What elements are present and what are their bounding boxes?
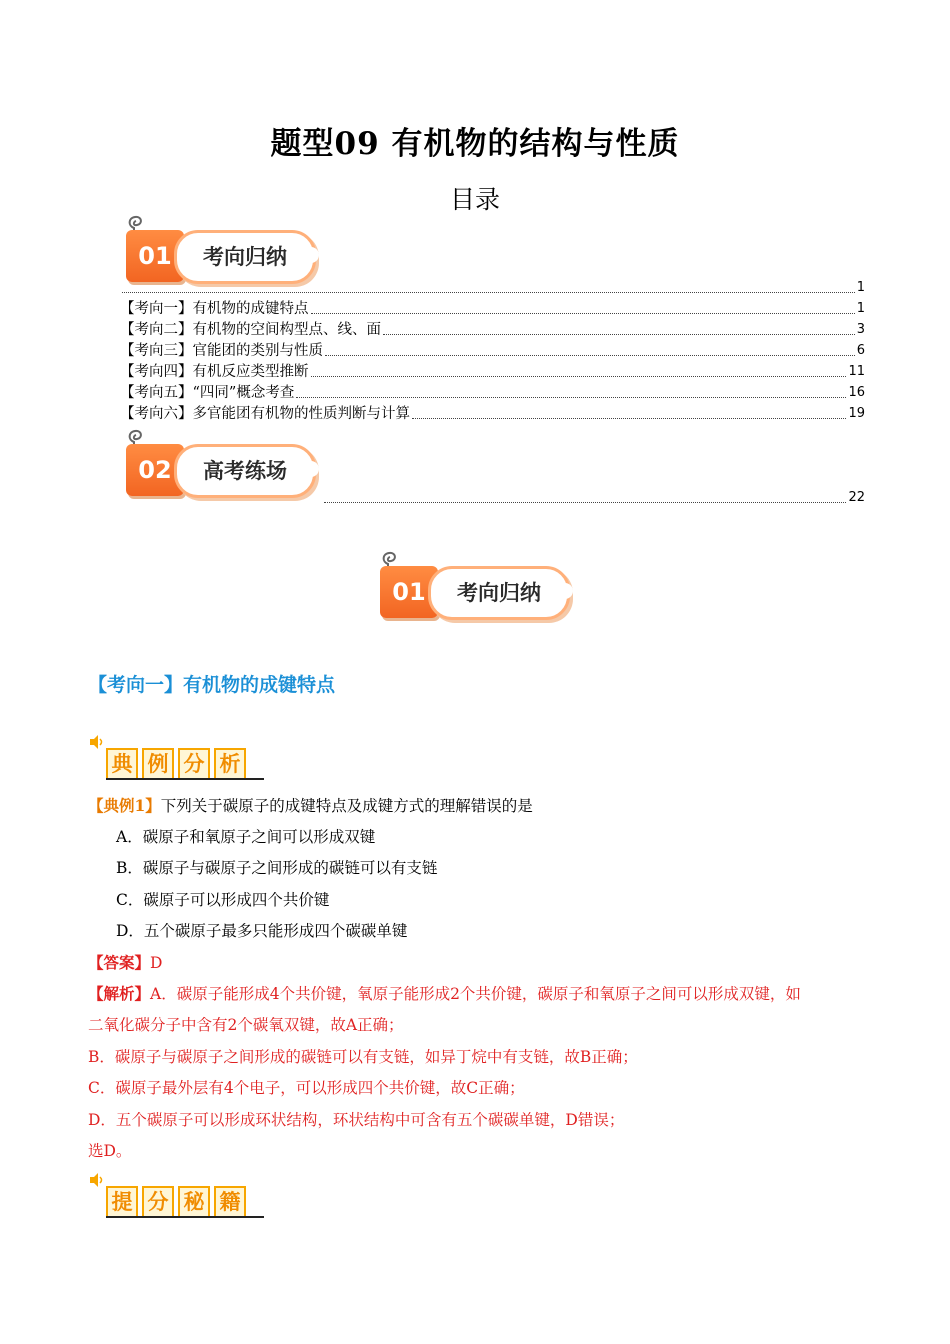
toc-leader [296, 396, 846, 398]
toc-page-number: 22 [848, 490, 865, 505]
toc-leader [325, 354, 855, 356]
badge-label: 高考练场 [174, 444, 316, 498]
badge-number: 01 [126, 230, 184, 282]
badge-label: 考向归纳 [428, 566, 570, 620]
toc-entry[interactable] [120, 320, 865, 340]
toc-entry[interactable] [120, 362, 865, 382]
document-title: 题型09 有机物的结构与性质 [270, 126, 680, 162]
answer-value: D [150, 954, 163, 972]
toc-page-number: 3 [856, 322, 865, 337]
toc-entry[interactable] [120, 341, 865, 361]
badge-kaoxiang-guina [124, 214, 319, 284]
answer-tag: 【答案】 [88, 953, 151, 972]
toc-leader [324, 501, 846, 503]
question-text: 下列关于碳原子的成键特点及成键方式的理解错误的是 [160, 797, 533, 815]
analysis-line [88, 983, 801, 1005]
toc-entry-text: 【考向四】有机反应类型推断 [120, 364, 309, 380]
option-b: B．碳原子与碳原子之间形成的碳链可以有支链 [116, 859, 438, 877]
toc-page-number: 6 [856, 343, 865, 358]
example-question [88, 795, 533, 817]
toc-page-number: 11 [848, 364, 865, 379]
speaker-icon [88, 734, 106, 750]
badge-number: 02 [126, 444, 184, 496]
toc-entry[interactable] [120, 278, 865, 298]
badge-number: 01 [380, 566, 438, 618]
toc-leader [383, 333, 855, 335]
toc-leader [311, 312, 855, 314]
section-heading: 【考向一】有机物的成键特点 [88, 674, 336, 696]
stamp-char: 分 [178, 748, 210, 780]
analysis-line: B．碳原子与碳原子之间形成的碳链可以有支链，如异丁烷中有支链，故B正确； [88, 1048, 638, 1066]
stamp-dianli-fenxi [88, 734, 268, 784]
stamp-tifen-miji [88, 1172, 268, 1222]
example-tag: 【典例1】 [88, 796, 161, 815]
stamp-char: 籍 [214, 1186, 246, 1218]
toc-entry-text: 【考向六】多官能团有机物的性质判断与计算 [120, 406, 410, 422]
analysis-line: C．碳原子最外层有4个电子，可以形成四个共价键，故C正确； [88, 1079, 525, 1097]
toc-leader [412, 417, 846, 419]
toc-page-number: 19 [848, 406, 865, 421]
stamp-char: 分 [142, 1186, 174, 1218]
toc-leader [311, 375, 847, 377]
toc-entry[interactable] [120, 383, 865, 403]
toc-page-number: 16 [848, 385, 865, 400]
analysis-line: D．五个碳原子可以形成环状结构，环状结构中可含有五个碳碳单键，D错误； [88, 1111, 625, 1129]
toc-entry[interactable] [120, 404, 865, 424]
stamp-char: 例 [142, 748, 174, 780]
analysis-line: 二氧化碳分子中含有2个碳氧双键，故A正确； [88, 1016, 404, 1034]
toc-heading: 目录 [449, 185, 500, 214]
toc-entry-text: 【考向三】官能团的类别与性质 [120, 343, 323, 359]
toc-page-number: 1 [856, 301, 865, 316]
toc-entry-text: 【考向二】有机物的空间构型点、线、面 [120, 322, 381, 338]
stamp-char: 提 [106, 1186, 138, 1218]
toc-entry[interactable] [120, 299, 865, 319]
toc-entry-text: 【考向五】“四同”概念考查 [120, 385, 295, 401]
stamp-char: 析 [214, 748, 246, 780]
analysis-line: 选D。 [88, 1142, 132, 1160]
answer-line [88, 952, 162, 974]
badge-kaoxiang-guina-section [378, 550, 573, 620]
speaker-icon [88, 1172, 106, 1188]
analysis-tag: 【解析】 [88, 984, 151, 1003]
option-d: D．五个碳原子最多只能形成四个碳碳单键 [116, 922, 408, 940]
analysis-text: A．碳原子能形成4个共价键，氧原子能形成2个共价键，碳原子和氧原子之间可以形成双键，如 [150, 985, 801, 1003]
badge-gaokao-lianchang [124, 428, 319, 498]
toc-page-number: 1 [856, 280, 865, 295]
toc-leader [122, 291, 855, 293]
badge-label: 考向归纳 [174, 230, 316, 284]
stamp-char: 典 [106, 748, 138, 780]
toc-entry-text: 【考向一】有机物的成键特点 [120, 301, 309, 317]
option-c: C．碳原子可以形成四个共价键 [116, 891, 330, 909]
option-a: A．碳原子和氧原子之间可以形成双键 [116, 828, 376, 846]
stamp-char: 秘 [178, 1186, 210, 1218]
toc-entry[interactable] [322, 488, 865, 508]
